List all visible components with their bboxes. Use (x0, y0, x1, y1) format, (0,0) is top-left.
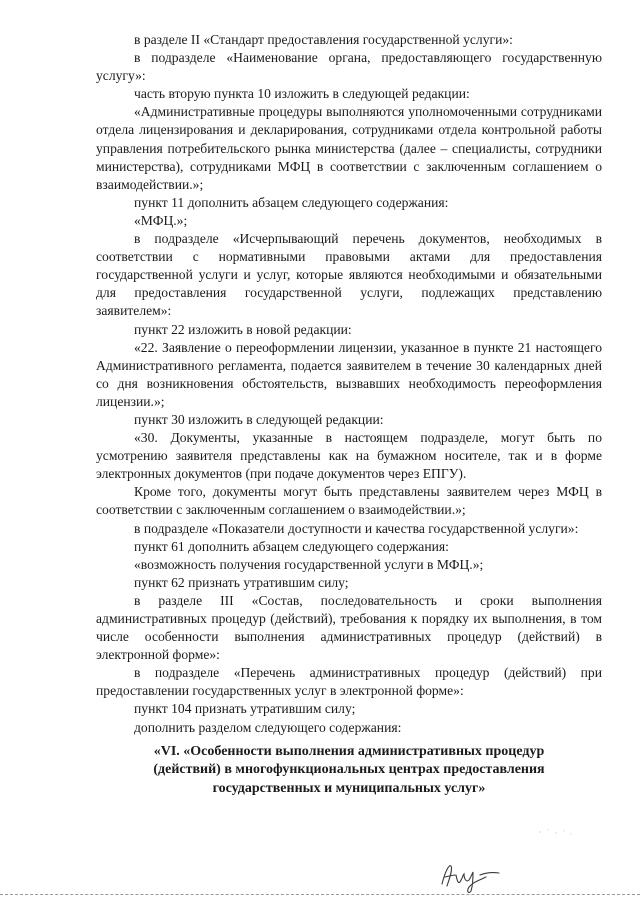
paragraph: в подразделе «Перечень административных процедур (действий) при предоставлении государственных услуг в электронной форме»: (96, 665, 602, 699)
paragraph: пункт 104 признать утратившим силу; (134, 701, 356, 717)
section-heading-line: государственных и муниципальных услуг» (212, 780, 486, 796)
paragraph: пункт 61 дополнить абзацем следующего содержания: (134, 538, 449, 554)
handwritten-signature (436, 858, 514, 894)
paragraph: пункт 62 признать утратившим силу; (134, 574, 349, 590)
paragraph: пункт 11 дополнить абзацем следующего содержания: (134, 194, 449, 210)
paragraph: пункт 22 изложить в новой редакции: (134, 321, 352, 337)
paragraph: в разделе II «Стандарт предоставления государственной услуги»: (134, 32, 513, 47)
page-bottom-edge (0, 894, 640, 895)
document-body (96, 31, 602, 798)
paragraph: в подразделе «Наименование органа, предоставляющего государственную услугу»: (96, 50, 602, 84)
paragraph: часть вторую пункта 10 изложить в следующей редакции: (134, 86, 470, 102)
paragraph: «30. Документы, указанные в настоящем подразделе, могут быть по усмотрению заявителя представлены как на бумажном носителе, так и в форме электронных документов (при подаче документов через ЕПГУ). (96, 430, 602, 482)
paragraph: «МФЦ.»; (134, 212, 188, 228)
paragraph: в разделе III «Состав, последовательность и сроки выполнения административных процедур (действий), требования к порядку их выполнения, в том числе особенности выполнения административных процедур (действий) в электронной форме»: (96, 592, 602, 663)
paragraph: пункт 30 изложить в следующей редакции: (134, 411, 384, 427)
section-heading-line: (действий) в многофункциональных центрах предоставления (153, 762, 545, 778)
paragraph: «возможность получения государственной услуги в МФЦ.»; (134, 556, 484, 572)
paragraph: «22. Заявление о переоформлении лицензии, указанное в пункте 21 настоящего Административного регламента, подается заявителем в течение 30 календарных дней со дня возникновения обстоятельств, вызвавших необходимость переоформления лицензии.»; (96, 339, 602, 409)
scan-specks (536, 826, 576, 840)
paragraph: дополнить разделом следующего содержания: (134, 719, 402, 735)
paragraph: Кроме того, документы могут быть представлены заявителем через МФЦ в соответствии с заключенным соглашением о взаимодействии.»; (96, 484, 602, 518)
section-heading (96, 743, 602, 799)
paragraph: в подразделе «Исчерпывающий перечень документов, необходимых в соответствии с нормативными правовыми актами для предоставления государственной услуги и услуг, которые являются необходимыми и обязательными для предоставления государственной услуги, подлежащих представлению заявителем»: (96, 231, 602, 319)
section-heading-line: «VI. «Особенности выполнения административных процедур (153, 743, 545, 759)
paragraph: «Административные процедуры выполняются уполномоченными сотрудниками отдела лицензирования и декларирования, сотрудниками отдела контрольной работы управления потребительского рынка министерства (далее – специалисты, сотрудники министерства), сотрудниками МФЦ в соответствии с заключенным соглашением о взаимодействии.»; (96, 104, 602, 192)
paragraph: в подразделе «Показатели доступности и качества государственной услуги»: (134, 520, 579, 536)
